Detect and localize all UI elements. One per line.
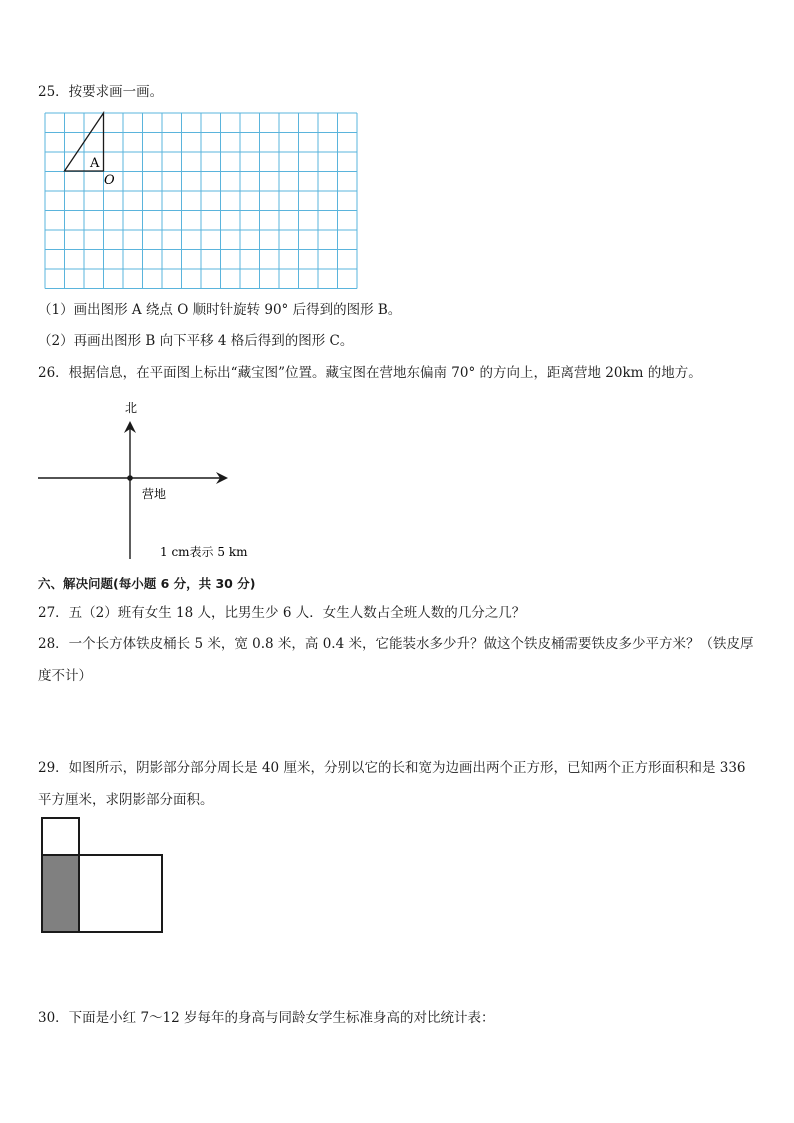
small-square	[42, 818, 79, 855]
q25-sub1: （1）画出图形 A 绕点 O 顺时针旋转 90° 后得到的图形 B。	[38, 302, 402, 318]
q30-text: 30．下面是小红 7～12 岁每年的身高与同龄女学生标准身高的对比统计表：	[38, 1010, 495, 1026]
q25-title: 25．按要求画一画。	[38, 84, 164, 100]
north-label: 北	[125, 401, 138, 415]
q28-text: 28．一个长方体铁皮桶长 5 米，宽 0.8 米，高 0.4 米，它能装水多少升？做这个铁皮桶需要铁皮多少平方米？（铁皮厚度不计）	[38, 636, 754, 684]
section6-title: 六、解决问题(每小题 6 分，共 30 分)	[38, 576, 256, 591]
q25-sub2: （2）再画出图形 B 向下平移 4 格后得到的图形 C。	[38, 333, 354, 349]
grid-lines	[45, 113, 357, 289]
q26-compass-figure	[36, 395, 276, 575]
q29-squares-figure	[38, 815, 168, 939]
scale-label: 1 cm表示 5 km	[160, 545, 248, 559]
camp-label: 营地	[142, 487, 167, 501]
q27-text: 27．五（2）班有女生 18 人，比男生少 6 人．女生人数占全班人数的几分之几？	[38, 605, 526, 621]
q25-grid-figure	[40, 110, 360, 290]
camp-point	[127, 475, 133, 481]
q26-title: 26．根据信息，在平面图上标出“藏宝图”位置。藏宝图在营地东偏南 70° 的方向上，距离营地 20km 的地方。	[38, 365, 702, 381]
q29-text: 29．如图所示，阴影部分部分周长是 40 厘米，分别以它的长和宽为边画出两个正方形，已知两个正方形面积和是 336 平方厘米，求阴影部分面积。	[38, 760, 746, 808]
pivot-o-label: O	[104, 173, 115, 188]
large-square	[79, 855, 162, 932]
shape-a-label: A	[90, 156, 100, 171]
shaded-rectangle	[42, 855, 79, 932]
